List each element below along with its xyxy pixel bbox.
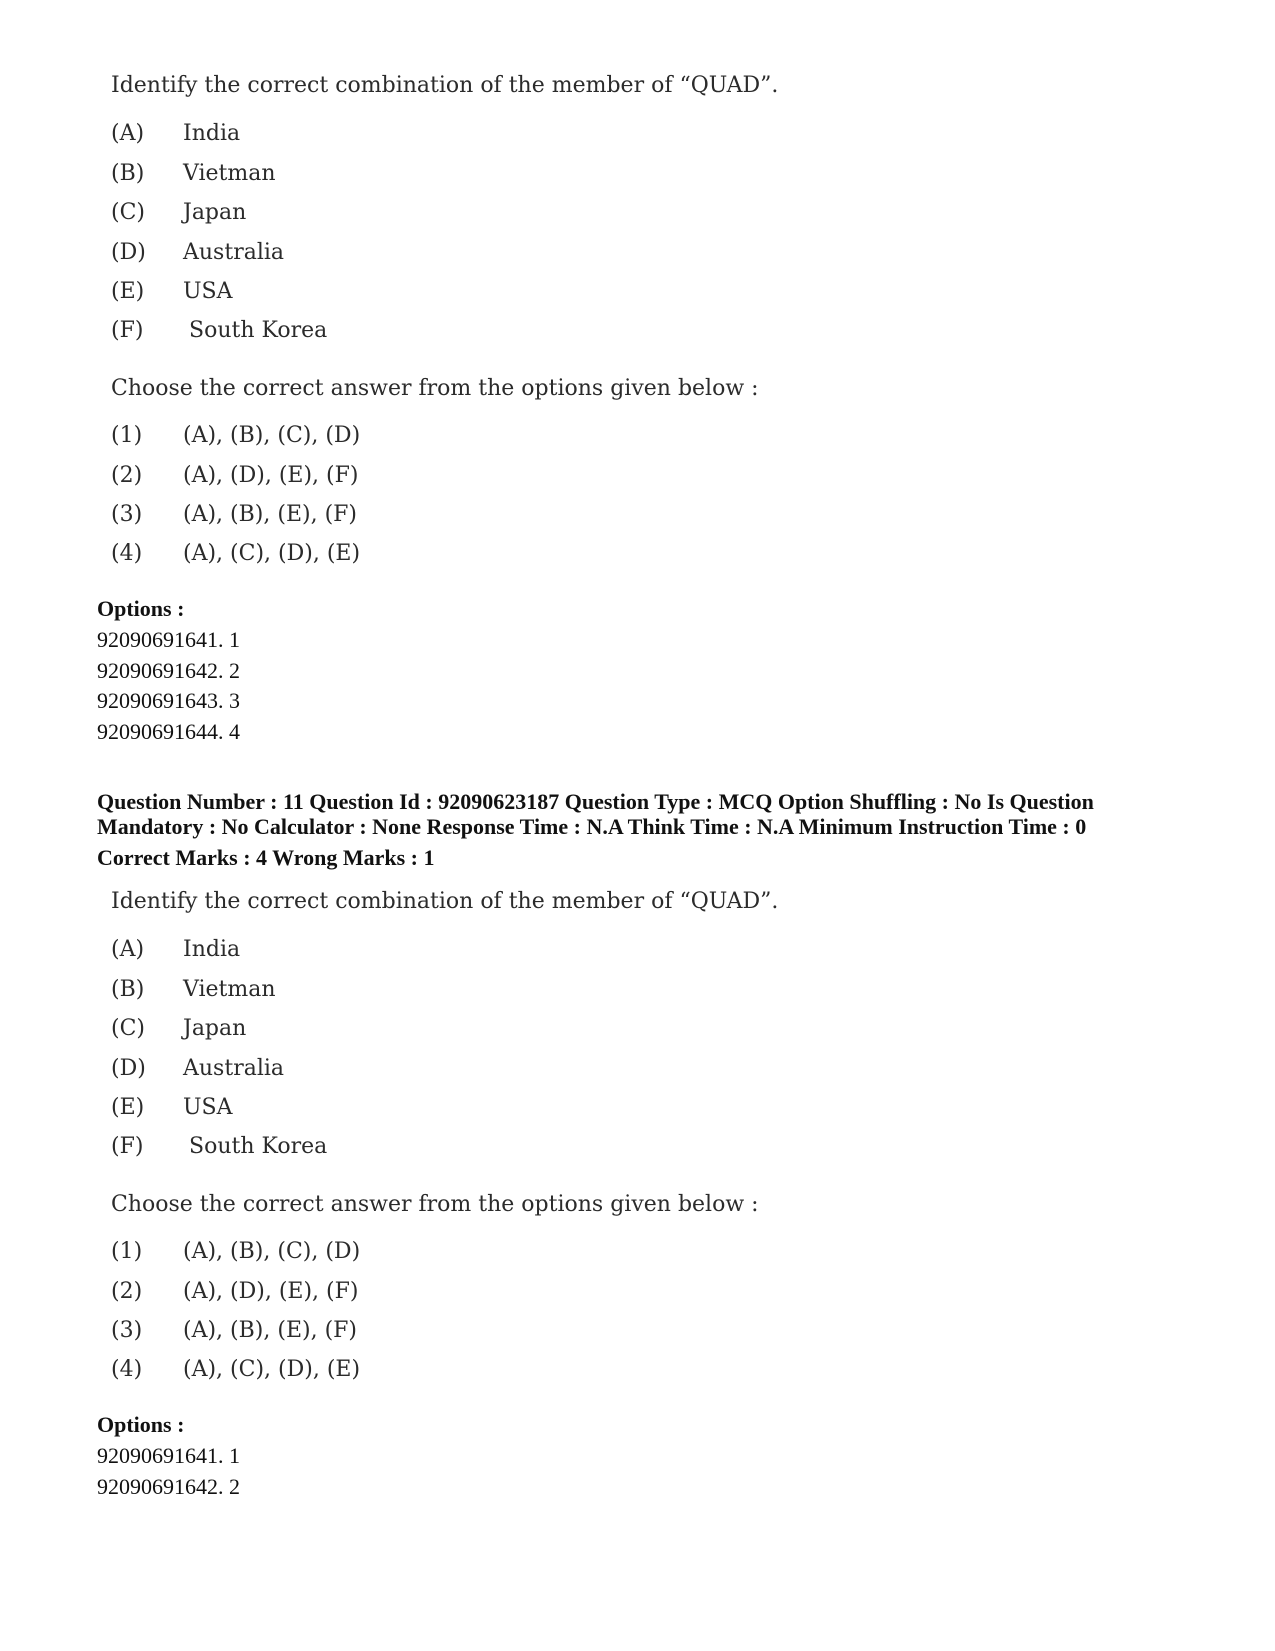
question-stem: Identify the correct combination of the member of “QUAD”. (111, 889, 779, 914)
item-text: USA (183, 1095, 233, 1120)
item-label: (E) (111, 1095, 145, 1120)
option-id-line: 92090691641. 1 (97, 627, 240, 652)
choice-text: (A), (C), (D), (E) (183, 1357, 361, 1382)
question-stem: Identify the correct combination of the member of “QUAD”. (111, 73, 779, 98)
item-text: Australia (183, 1056, 285, 1081)
option-id-line: 92090691642. 2 (97, 1474, 240, 1499)
choice-text: (A), (B), (E), (F) (183, 502, 358, 527)
item-label: (C) (111, 1016, 145, 1041)
item-text: India (183, 121, 241, 146)
item-label: (B) (111, 161, 145, 186)
item-text: Japan (183, 1016, 247, 1041)
question-marks-line: Correct Marks : 4 Wrong Marks : 1 (97, 845, 435, 870)
choice-text: (A), (B), (E), (F) (183, 1318, 358, 1343)
choice-text: (A), (D), (E), (F) (183, 1279, 359, 1304)
question-meta-line: Mandatory : No Calculator : None Response Time : N.A Think Time : N.A Minimum Instruction Time : 0 (97, 814, 1087, 839)
options-heading: Options : (97, 596, 185, 621)
instruction-text: Choose the correct answer from the options given below : (111, 376, 759, 401)
choice-label: (1) (111, 1239, 143, 1264)
item-text: Vietman (183, 161, 276, 186)
question-meta-line: Question Number : 11 Question Id : 92090623187 Question Type : MCQ Option Shuffling : No Is Question (97, 789, 1094, 814)
choice-text: (A), (C), (D), (E) (183, 541, 361, 566)
item-text: India (183, 937, 241, 962)
choice-label: (2) (111, 463, 143, 488)
choice-label: (4) (111, 541, 143, 566)
instruction-text: Choose the correct answer from the options given below : (111, 1192, 759, 1217)
item-text: USA (183, 279, 233, 304)
item-text: Vietman (183, 977, 276, 1002)
choice-text: (A), (B), (C), (D) (183, 1239, 361, 1264)
choice-label: (1) (111, 423, 143, 448)
item-label: (D) (111, 1056, 146, 1081)
choice-text: (A), (D), (E), (F) (183, 463, 359, 488)
item-text: Japan (183, 200, 247, 225)
item-text: South Korea (189, 1134, 328, 1159)
item-label: (F) (111, 318, 144, 343)
option-id-line: 92090691642. 2 (97, 658, 240, 683)
option-id-line: 92090691641. 1 (97, 1443, 240, 1468)
choice-label: (4) (111, 1357, 143, 1382)
item-label: (C) (111, 200, 145, 225)
choice-label: (3) (111, 502, 143, 527)
item-label: (A) (111, 937, 145, 962)
item-label: (D) (111, 240, 146, 265)
choice-label: (2) (111, 1279, 143, 1304)
option-id-line: 92090691643. 3 (97, 688, 240, 713)
option-id-line: 92090691644. 4 (97, 719, 240, 744)
item-text: Australia (183, 240, 285, 265)
item-label: (B) (111, 977, 145, 1002)
item-label: (E) (111, 279, 145, 304)
item-label: (A) (111, 121, 145, 146)
choice-label: (3) (111, 1318, 143, 1343)
choice-text: (A), (B), (C), (D) (183, 423, 361, 448)
item-label: (F) (111, 1134, 144, 1159)
item-text: South Korea (189, 318, 328, 343)
options-heading: Options : (97, 1412, 185, 1437)
